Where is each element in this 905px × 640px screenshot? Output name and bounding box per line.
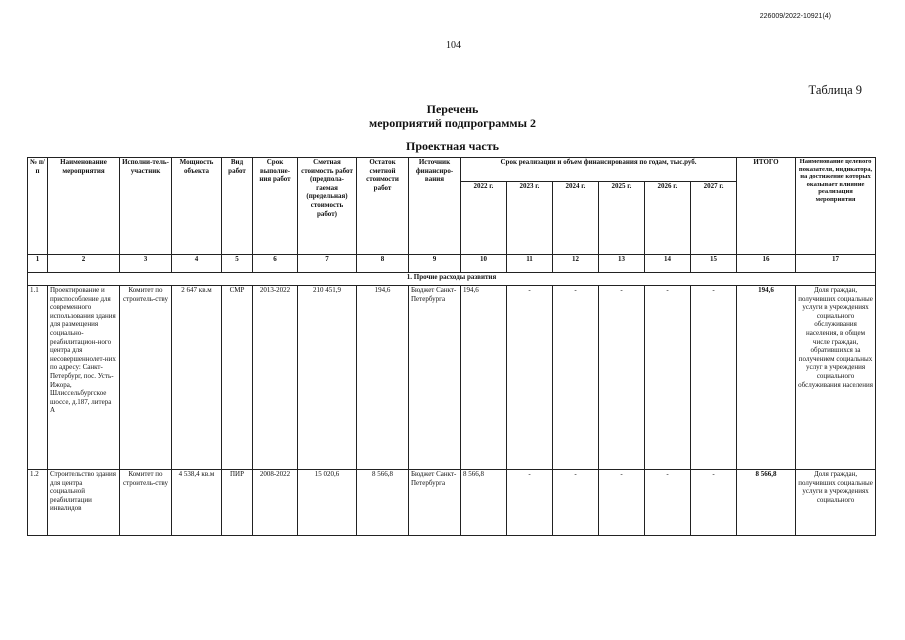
col-header-year: 2023 г.: [507, 182, 553, 255]
column-number: 14: [645, 255, 691, 273]
row-capacity: 2 647 кв.м: [172, 286, 222, 470]
table-row: [28, 470, 876, 536]
col-header-year: 2026 г.: [645, 182, 691, 255]
row-year-value: -: [599, 286, 645, 470]
column-number: 9: [409, 255, 461, 273]
col-header-year: 2022 г.: [461, 182, 507, 255]
column-number-row: [28, 255, 876, 273]
page-number: 104: [446, 40, 461, 51]
row-work-type: ПИР: [222, 470, 253, 536]
row-year-value: -: [691, 470, 737, 536]
row-name: Проектирование и приспособление для современного использования здания для размещения социально-реабилитацион-ного центра для несовершеннолет-них по адресу: Санкт-Петербург, пос. Усть-Ижора, Шлиссельбургское шоссе, д.187, литера А: [48, 286, 120, 470]
row-year-value: 194,6: [461, 286, 507, 470]
col-header-remaining-cost: Остаток сметной стоимости работ: [357, 158, 409, 255]
row-number: 1.1: [28, 286, 48, 470]
document-subtitle: мероприятий подпрограммы 2: [369, 116, 536, 130]
column-number: 8: [357, 255, 409, 273]
col-header-year: 2025 г.: [599, 182, 645, 255]
col-header-executor: Исполни-тель-участник: [120, 158, 172, 255]
row-work-type: СМР: [222, 286, 253, 470]
col-header-name: Наименование мероприятия: [48, 158, 120, 255]
col-header-indicator: Наименование целевого показателя, индикатора, на достижение которых оказывает влияние реализация мероприятия: [796, 158, 876, 255]
column-number: 16: [737, 255, 796, 273]
table-label: Таблица 9: [808, 83, 862, 97]
row-total: 194,6: [737, 286, 796, 470]
col-header-work-type: Вид работ: [222, 158, 253, 255]
col-header-funding-source: Источник финансиро-вания: [409, 158, 461, 255]
row-year-value: -: [599, 470, 645, 536]
row-name: Строительство здания для центра социальной реабилитации инвалидов: [48, 470, 120, 536]
row-year-value: -: [553, 470, 599, 536]
row-period: 2013-2022: [253, 286, 298, 470]
column-number: 10: [461, 255, 507, 273]
row-year-value: -: [645, 286, 691, 470]
row-year-value: -: [553, 286, 599, 470]
measures-table: [27, 157, 876, 536]
column-number: 5: [222, 255, 253, 273]
column-number: 1: [28, 255, 48, 273]
col-header-period: Срок выполне-ния работ: [253, 158, 298, 255]
section-row: 1. Прочие расходы развития: [28, 273, 876, 286]
col-header-total: ИТОГО: [737, 158, 796, 255]
column-number: 17: [796, 255, 876, 273]
row-indicator: Доля граждан, получивших социальные услуги в учреждениях социального: [796, 470, 876, 536]
table-row: [28, 286, 876, 470]
column-number: 12: [553, 255, 599, 273]
col-header-estimated-cost: Сметная стоимость работ (предпола-гаемая (предельная) стоимость работ): [298, 158, 357, 255]
section-title: Проектная часть: [406, 139, 499, 153]
column-number: 11: [507, 255, 553, 273]
row-year-value: -: [645, 470, 691, 536]
col-header-year: 2024 г.: [553, 182, 599, 255]
row-total: 8 566,8: [737, 470, 796, 536]
row-funding-source: Бюджет Санкт-Петербурга: [409, 470, 461, 536]
column-number: 6: [253, 255, 298, 273]
row-year-value: -: [507, 470, 553, 536]
col-header-capacity: Мощность объекта: [172, 158, 222, 255]
row-remaining-cost: 8 566,8: [357, 470, 409, 536]
row-remaining-cost: 194,6: [357, 286, 409, 470]
column-number: 4: [172, 255, 222, 273]
row-indicator: Доля граждан, получивших социальные услуги в учреждениях социального обслуживания населения, в общем числе граждан, обратившихся за получением социальных услуг в учреждения социального обслуживания населения: [796, 286, 876, 470]
row-year-value: 8 566,8: [461, 470, 507, 536]
column-number: 7: [298, 255, 357, 273]
row-estimated-cost: 15 020,6: [298, 470, 357, 536]
row-year-value: -: [691, 286, 737, 470]
col-header-no: № п/п: [28, 158, 48, 255]
row-funding-source: Бюджет Санкт-Петербурга: [409, 286, 461, 470]
row-number: 1.2: [28, 470, 48, 536]
document-id: 226009/2022-10921(4): [759, 13, 831, 20]
row-estimated-cost: 210 451,9: [298, 286, 357, 470]
row-year-value: -: [507, 286, 553, 470]
row-executor: Комитет по строитель-ству: [120, 286, 172, 470]
column-number: 2: [48, 255, 120, 273]
column-number: 13: [599, 255, 645, 273]
document-title: Перечень: [426, 102, 479, 116]
row-executor: Комитет по строитель-ству: [120, 470, 172, 536]
column-number: 15: [691, 255, 737, 273]
col-header-year: 2027 г.: [691, 182, 737, 255]
column-number: 3: [120, 255, 172, 273]
col-header-years-group: Срок реализации и объем финансирования по годам, тыс.руб.: [461, 158, 737, 182]
row-period: 2008-2022: [253, 470, 298, 536]
row-capacity: 4 538,4 кв.м: [172, 470, 222, 536]
